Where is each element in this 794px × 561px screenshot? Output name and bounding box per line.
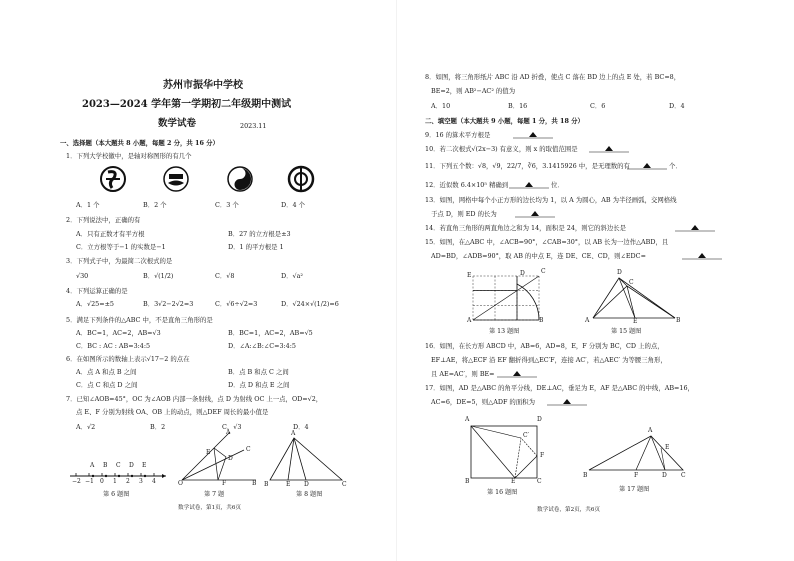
nl-tick-n1: −1: [85, 478, 94, 485]
q4-opt-d: D．√24×√(1/2)=6: [281, 300, 339, 308]
f17-label-d: D: [662, 472, 667, 479]
nl-label-d: D: [129, 462, 134, 469]
q16-line-1: 16．如图，在长方形 ABCD 中，AB=6，AD=8，E，F 分别为 BC，CD 上的点，: [425, 342, 664, 350]
nl-tick-4: 4: [152, 478, 156, 485]
f7-label-d: D: [228, 455, 233, 462]
q12-blank: [509, 181, 549, 189]
q16-line-2: EF⊥AE，将△ECF 沿 EF 翻折得到△EC′F，连接 AC′，若△AEC′ 为等腰三角形，: [431, 356, 667, 364]
nl-tick-2: 2: [126, 478, 130, 485]
figure-15-caption: 第 15 题图: [611, 328, 642, 335]
f17-label-a: A: [648, 427, 653, 434]
page-2-footer: 数学试卷，第2页，共6页: [537, 507, 601, 513]
nl-tick-0: 0: [100, 478, 104, 485]
figure-13-grid: [473, 276, 539, 320]
f15-label-a: A: [585, 317, 590, 324]
q6-opt-c: C．点 C 和点 D 之间: [76, 381, 138, 389]
f7-label-f: F: [222, 480, 227, 487]
q13-line-2: 于点 D，则 ED 的长为: [431, 210, 497, 218]
f15-label-c: C: [629, 279, 634, 286]
figure-6-caption: 第 6 题图: [103, 491, 130, 498]
nl-label-b: B: [103, 462, 108, 469]
f13-label-c: C: [541, 268, 546, 275]
q6-stem: 6．在如图所示的数轴上表示√17−2 的点在: [66, 355, 190, 363]
q8-opt-a: A．10: [431, 102, 451, 110]
q7-line-2: 点 E、F 分别为射线 OA、OB 上的动点，则△DEF 周长的最小值是: [76, 408, 269, 416]
badge-4-icon: [288, 166, 314, 192]
figure-17-diagram: [587, 434, 687, 474]
nl-tick-3: 3: [139, 478, 143, 485]
section-2-heading: 二、填空题（本大题共 9 小题，每题 1 分，共 18 分）: [425, 117, 584, 125]
q8-line-1: 8．如图，将三角形纸片 ABC 沿 AD 折叠，使点 C 落在 BD 边上的点 E 处，若 BC=8，: [425, 73, 681, 81]
f17-label-b: B: [583, 472, 588, 479]
q1-stem: 1．下列大学校徽中，是轴对称图形的有几个: [66, 152, 192, 160]
f7-label-c: C: [246, 446, 251, 453]
f8-label-b: B: [264, 481, 269, 488]
q3-opt-d: D．√a²: [281, 272, 303, 280]
badge-1-icon: [100, 166, 126, 192]
q17-blank: [547, 398, 587, 406]
q3-opt-a: √30: [76, 272, 89, 280]
f7-label-b: B: [252, 480, 257, 487]
nl-tick-n2: −2: [72, 478, 81, 485]
exam-date: 2023.11: [240, 122, 267, 130]
q4-opt-c: C．√6÷√2=3: [215, 300, 258, 308]
f15-label-b: B: [676, 317, 681, 324]
q12-text: 12．近似数 6.4×10⁵ 精确到: [425, 181, 509, 189]
q1-opt-d: D．4 个: [281, 201, 306, 209]
q4-opt-b: B．3√2−2√2=3: [143, 300, 194, 308]
q14-text: 14．若直角三角形的两直角边之和为 14，面积是 24，则它的斜边长是: [425, 224, 627, 232]
q13-line-1: 13．如图，网格中每个小正方形的边长均为 1，以 A 为圆心，AB 为半径画弧，交网格线: [425, 196, 677, 204]
q5-stem: 5．满足下列条件的△ABC 中，不是直角三角形的是: [66, 316, 213, 324]
figure-8-caption: 第 8 题图: [296, 491, 323, 498]
q1-opt-c: C．3 个: [215, 201, 239, 209]
q5-opt-c: C．BC : AC : AB=3:4:5: [76, 342, 151, 350]
q4-opt-a: A．√25=±5: [76, 300, 114, 308]
q17-line-1: 17．如图，AD 是△ABC 的角平分线，DE⊥AC，垂足为 E，AF 是△ABC 的中线，AB=16，: [425, 384, 694, 392]
f15-label-d: D: [617, 269, 622, 276]
q8-opt-b: B．16: [508, 102, 528, 110]
q5-opt-a: A．BC=1，AC=2，AB=√3: [76, 329, 161, 337]
q5-opt-d: D．∠A:∠B:∠C=3:4:5: [228, 342, 296, 350]
q4-stem: 4．下列运算正确的是: [66, 287, 128, 295]
f13-label-d: D: [520, 270, 525, 277]
q2-opt-c: C．立方根等于−1 的实数是−1: [76, 243, 166, 251]
q7-line-1: 7．已知∠AOB=45°，OC 为∠AOB 内部一条射线，点 D 为射线 OC 上一点，OD=√2，: [66, 395, 323, 403]
q15-line-2: AD=BD，∠ADB=90°，取 AB 的中点 E，连 DE、CE、CD，则∠EDC=: [431, 252, 646, 260]
f8-label-d: D: [304, 481, 309, 488]
f17-label-c: C: [681, 472, 686, 479]
page-1-footer: 数学试卷，第1页，共6页: [178, 505, 242, 511]
school-name: 苏州市振华中学校: [163, 80, 243, 91]
q3-stem: 3．下列式子中，为最简二次根式的是: [66, 257, 173, 265]
q2-opt-a: A．只有正数才有平方根: [76, 230, 145, 238]
f16-label-cprime: C′: [523, 432, 529, 439]
q3-opt-c: C．√8: [215, 272, 235, 280]
f16-label-c: C: [537, 478, 542, 485]
badge-3-icon: [227, 166, 253, 192]
q10-text: 10．若二次根式√(2x−3) 有意义，则 x 的取值范围是: [425, 145, 578, 153]
page-2: [397, 0, 794, 561]
q8-line-2: BE=2，则 AB²−AC² 的值为: [431, 87, 516, 95]
q1-opt-b: B．2 个: [143, 201, 167, 209]
f16-label-d: D: [537, 416, 542, 423]
nl-label-c: C: [116, 462, 121, 469]
q12-suffix: 位．: [551, 181, 564, 189]
figure-17-caption: 第 17 题图: [619, 486, 650, 493]
figure-7-caption: 第 7 题: [204, 491, 225, 498]
q13-blank: [515, 210, 555, 218]
f16-label-a: A: [465, 416, 470, 423]
q7-opt-c: C．√3: [222, 423, 242, 431]
f13-label-a: A: [467, 317, 472, 324]
q1-opt-a: A．1 个: [76, 201, 100, 209]
nl-label-a: A: [90, 462, 95, 469]
q6-opt-d: D．点 D 和点 E 之间: [228, 381, 290, 389]
f7-label-a: A: [226, 429, 231, 436]
f7-label-o: O: [178, 480, 183, 487]
f7-label-e: E: [206, 449, 211, 456]
nl-tick-1: 1: [113, 478, 117, 485]
figure-15-diagram: [589, 276, 679, 322]
q2-opt-b: B．27 的立方根是±3: [228, 230, 291, 238]
f15-label-e: E: [633, 318, 638, 325]
q6-opt-b: B．点 B 和点 C 之间: [228, 368, 289, 376]
q11-suffix: 个．: [669, 162, 682, 170]
q2-stem: 2．下列说法中，正确的有: [66, 216, 141, 224]
q9-text: 9．16 的算术平方根是: [425, 131, 491, 139]
q15-line-1: 15．如图，在△ABC 中，∠ACB=90°，∠CAB=30°，以 AB 长为一边作△ABD，且: [425, 238, 669, 246]
q16-blank: [497, 370, 537, 378]
q10-blank: [589, 145, 629, 153]
section-1-heading: 一、选择题（本大题共 8 小题，每题 2 分，共 16 分）: [60, 139, 219, 147]
q16-line-3: 且 AE=AC′，则 BE=: [431, 370, 495, 378]
q9-blank: [513, 131, 553, 139]
f8-label-c: C: [342, 481, 347, 488]
f8-label-e: E: [286, 481, 291, 488]
badge-2-icon: [163, 166, 189, 192]
q8-opt-c: C．6: [590, 102, 606, 110]
f16-label-f: F: [540, 452, 545, 459]
figure-7-diagram: [178, 430, 258, 485]
q7-opt-d: D．4: [293, 423, 309, 431]
subject-title: 数学试卷: [158, 118, 197, 129]
f16-label-b: B: [465, 478, 470, 485]
q7-opt-a: A．√2: [76, 423, 96, 431]
q2-opt-d: D．1 的平方根是 1: [228, 243, 284, 251]
q8-opt-d: D．4: [669, 102, 685, 110]
f17-label-f: F: [634, 472, 639, 479]
f17-label-e: E: [665, 444, 670, 451]
nl-label-e: E: [142, 462, 147, 469]
q11-blank: [627, 162, 667, 170]
q11-text: 11．下列五个数：√8，√9，22/7，∛6，3.1415926 中，是无理数的有: [425, 162, 630, 170]
exam-title: 2023—2024 学年第一学期初二年级期中测试: [82, 99, 292, 110]
f8-label-a: A: [291, 430, 296, 437]
f13-label-b: B: [539, 317, 544, 324]
figure-8-diagram: [266, 436, 346, 486]
q6-opt-a: A．点 A 和点 B 之间: [76, 368, 137, 376]
figure-13-caption: 第 13 题图: [489, 328, 520, 335]
q3-opt-b: B．√(1/2): [143, 272, 174, 280]
q7-opt-b: B．2: [150, 423, 166, 431]
q5-opt-b: B．BC=1，AC=2，AB=√5: [228, 329, 313, 337]
q14-blank: [675, 224, 715, 232]
f13-label-e: E: [467, 272, 472, 279]
figure-16-caption: 第 16 题图: [487, 489, 518, 496]
q15-blank: [682, 252, 722, 260]
f16-label-e: E: [511, 478, 516, 485]
q17-line-2: AC=6，DE=5，则△ADF 的面积为: [431, 398, 535, 406]
